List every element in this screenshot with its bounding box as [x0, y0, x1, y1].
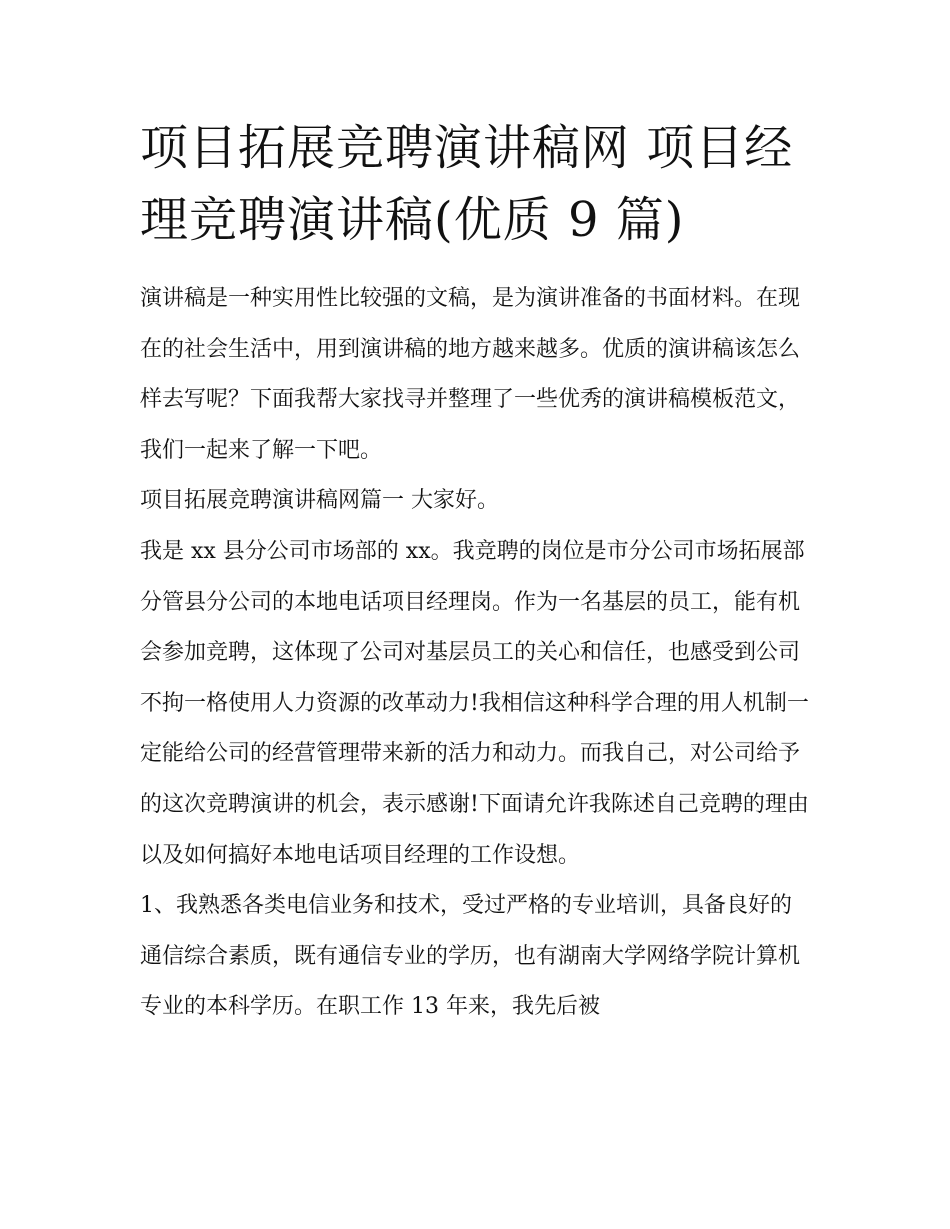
document-page — [140, 112, 812, 1033]
paragraph-self-introduction: 我是 xx 县分公司市场部的 xx。我竞聘的岗位是市分公司市场拓展部分管县分公司的本地电话项目经理岗。作为一名基层的员工，能有机会参加竞聘，这体现了公司对基层员工的关心和信任，也感受到公司不拘一格使用人力资源的改革动力!我相信这种科学合理的用人机制一定能给公司的经营管理带来新的活力和动力。而我自己，对公司给予的这次竞聘演讲的机会，表示感谢!下面请允许我陈述自己竞聘的理由以及如何搞好本地电话项目经理的工作设想。 — [140, 538, 809, 868]
document-title: 项目拓展竞聘演讲稿网 项目经理竞聘演讲稿(优质 9 篇) — [140, 120, 794, 248]
paragraph-point-1: 1、我熟悉各类电信业务和技术，受过严格的专业培训，具备良好的通信综合素质，既有通信专业的学历，也有湖南大学网络学院计算机专业的本科学历。在职工作 13 年来，我先后被 — [140, 893, 801, 1020]
paragraph-intro: 演讲稿是一种实用性比较强的文稿，是为演讲准备的书面材料。在现在的社会生活中，用到演讲稿的地方越来越多。优质的演讲稿该怎么样去写呢？下面我帮大家找寻并整理了一些优秀的演讲稿模板范文，我们一起来了解一下吧。 — [140, 286, 801, 463]
paragraph-section-heading: 项目拓展竞聘演讲稿网篇一 大家好。 — [140, 488, 499, 514]
